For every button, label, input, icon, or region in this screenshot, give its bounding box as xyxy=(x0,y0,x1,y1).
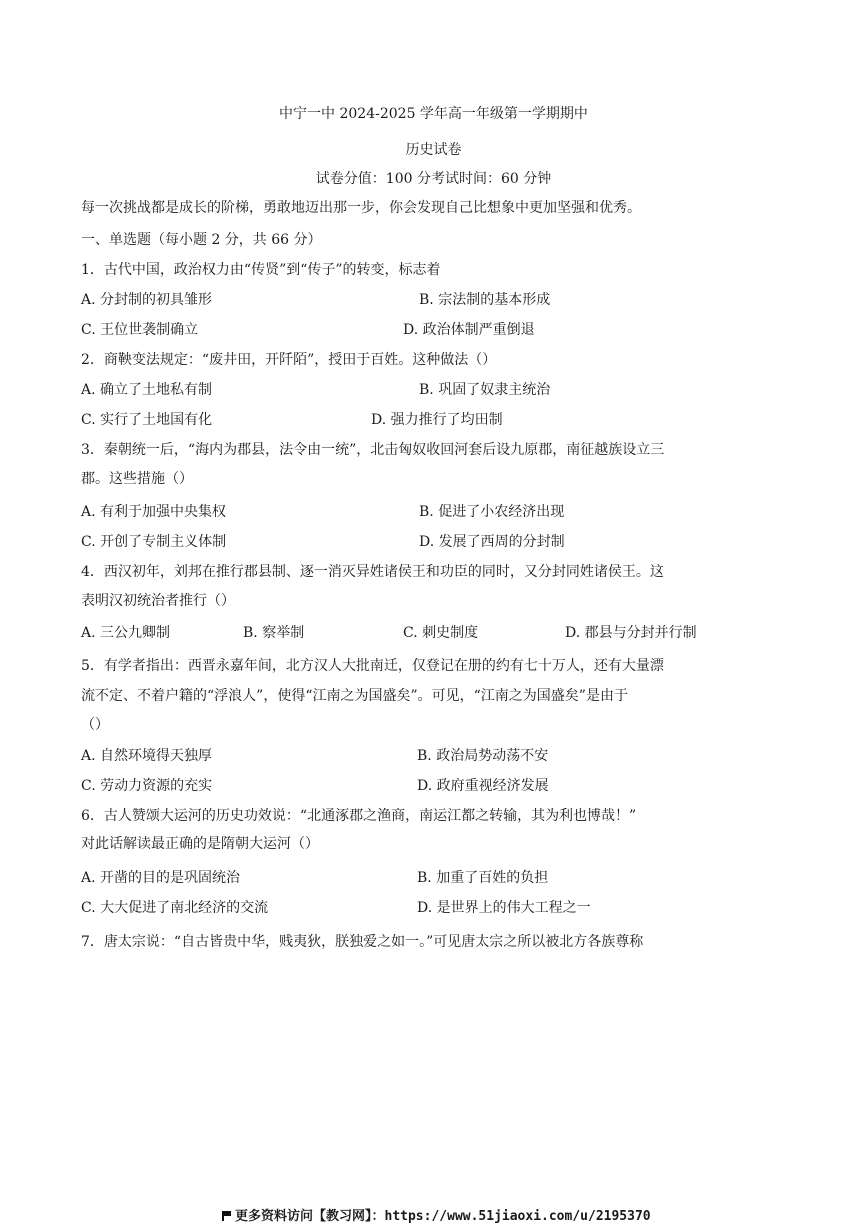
motto: 每一次挑战都是成长的阶梯，勇敢地迈出那一步，你会发现自己比想象中更加坚强和优秀。 xyxy=(81,200,641,216)
question-4-option-a: A. 三公九卿制 xyxy=(81,625,171,641)
question-1-option-d: D. 政治体制严重倒退 xyxy=(403,322,535,338)
question-6-option-c: C. 大大促进了南北经济的交流 xyxy=(81,900,269,916)
question-3-option-d: D. 发展了西周的分封制 xyxy=(419,534,565,550)
question-4-option-d: D. 郡县与分封并行制 xyxy=(565,625,697,641)
question-1-option-c: C. 王位世袭制确立 xyxy=(81,322,199,338)
question-5-stem-cont-2: （） xyxy=(81,717,109,733)
question-1-option-a: A. 分封制的初具雏形 xyxy=(81,292,213,308)
exam-title: 中宁一中 2024-2025 学年高一年级第一学期期中 xyxy=(279,106,588,122)
question-7-stem: 7．唐太宗说：“自古皆贵中华，贱夷狄，朕独爱之如一。”可见唐太宗之所以被北方各族尊称 xyxy=(81,934,644,950)
question-6-option-d: D. 是世界上的伟大工程之一 xyxy=(417,900,591,916)
question-5-option-c: C. 劳动力资源的充实 xyxy=(81,778,213,794)
question-4-option-b: B. 察举制 xyxy=(243,625,305,641)
question-6-option-b: B. 加重了百姓的负担 xyxy=(417,870,549,886)
question-4-stem-cont: 表明汉初统治者推行（） xyxy=(81,593,235,609)
question-4-option-c: C. 刺史制度 xyxy=(403,625,479,641)
question-5-stem: 5．有学者指出：西晋永嘉年间，北方汉人大批南迁，仅登记在册的约有七十万人，还有大量漂 xyxy=(81,658,664,674)
question-3-stem-cont: 郡。这些措施（） xyxy=(81,471,193,487)
question-6-stem-cont: 对此话解读最正确的是隋朝大运河（） xyxy=(81,836,319,852)
question-6-stem: 6．古人赞颂大运河的历史功效说：“北通涿郡之渔商，南运江都之转输，其为利也博哉！” xyxy=(81,808,637,824)
question-2-option-a: A. 确立了土地私有制 xyxy=(81,382,213,398)
question-5-option-b: B. 政治局势动荡不安 xyxy=(417,748,549,764)
question-3-option-a: A. 有利于加强中央集权 xyxy=(81,504,227,520)
question-2-stem: 2．商鞅变法规定：“废井田，开阡陌”，授田于百姓。这种做法（） xyxy=(81,352,497,368)
question-4-stem: 4．西汉初年，刘邦在推行郡县制、逐一消灭异姓诸侯王和功臣的同时，又分封同姓诸侯王。这 xyxy=(81,564,664,580)
question-5-stem-cont: 流不定、不着户籍的“浮浪人”，使得“江南之为国盛矣”。可见，“江南之为国盛矣”是由于 xyxy=(81,688,628,704)
question-3-option-c: C. 开创了专制主义体制 xyxy=(81,534,227,550)
exam-info: 试卷分值：100 分考试时间：60 分钟 xyxy=(315,171,552,187)
question-5-option-a: A. 自然环境得天独厚 xyxy=(81,748,213,764)
flag-icon xyxy=(222,1211,231,1221)
section-heading: 一、单选题（每小题 2 分，共 66 分） xyxy=(81,232,322,248)
question-2-option-b: B. 巩固了奴隶主统治 xyxy=(419,382,551,398)
question-1-stem: 1．古代中国，政治权力由“传贤”到“传子”的转变，标志着 xyxy=(81,262,441,278)
question-3-stem: 3．秦朝统一后，“海内为郡县，法令由一统”，北击匈奴收回河套后设九原郡，南征越族设立三 xyxy=(81,442,665,458)
question-1-option-b: B. 宗法制的基本形成 xyxy=(419,292,551,308)
question-3-option-b: B. 促进了小农经济出现 xyxy=(419,504,565,520)
question-2-option-c: C. 实行了土地国有化 xyxy=(81,412,213,428)
exam-subject: 历史试卷 xyxy=(405,142,462,158)
question-5-option-d: D. 政府重视经济发展 xyxy=(417,778,549,794)
question-2-option-d: D. 强力推行了均田制 xyxy=(371,412,503,428)
footer-link[interactable] xyxy=(222,1209,651,1225)
footer-text: 更多资料访问【教习网】：https://www.51jiaoxi.com/u/2195370 xyxy=(235,1209,651,1224)
question-6-option-a: A. 开凿的目的是巩固统治 xyxy=(81,870,241,886)
